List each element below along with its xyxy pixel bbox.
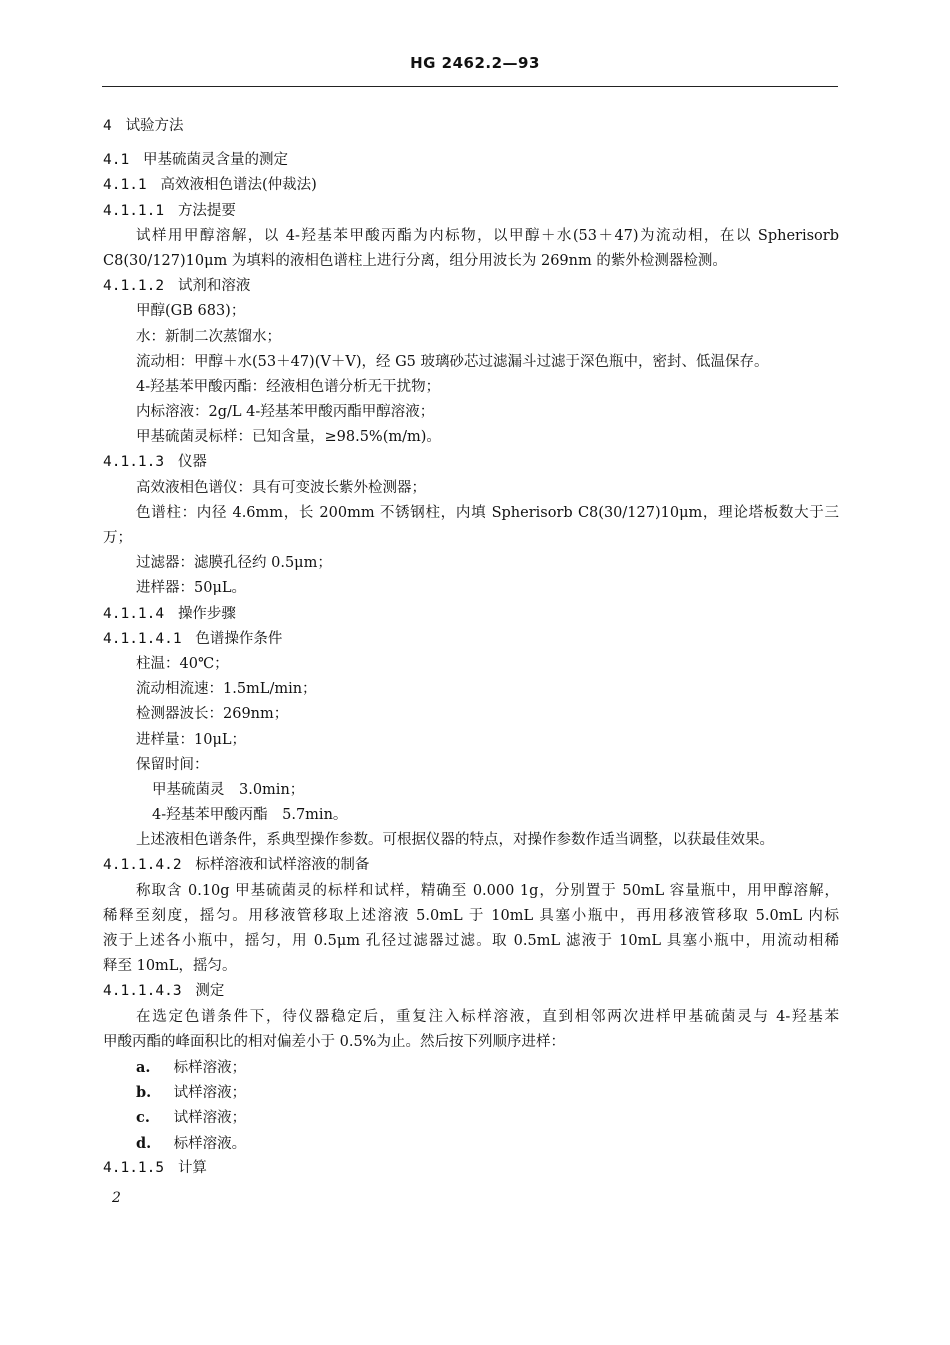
sequence-text: 标样溶液。 [173, 1135, 247, 1152]
section-title: 试验方法 [125, 118, 184, 134]
heading-number: 4.1.1.3 [103, 454, 165, 471]
sequence-text: 试样溶液； [173, 1085, 247, 1102]
heading-number: 4.1.1.1 [103, 202, 165, 219]
heading-title: 计算 [177, 1159, 207, 1176]
heading-title: 高效液相色谱法(仲裁法) [160, 177, 317, 194]
heading-4-1-1-4-3 [103, 979, 839, 1004]
sequence-text: 试样溶液； [173, 1110, 247, 1127]
reagent-item: 水：新制二次蒸馏水； [136, 328, 281, 345]
reagent-item: 流动相：甲醇＋水(53＋47)(V＋V)，经 G5 玻璃砂芯过滤漏斗过滤于深色瓶中，密封、低温保存。 [136, 353, 769, 370]
sequence-label: a. [136, 1058, 151, 1076]
heading-4-1-1-1 [103, 199, 839, 224]
retention-item: 甲基硫菌灵 3.0min； [152, 781, 305, 798]
prep-line-2: 稀释至刻度，摇匀。用移液管移取上述溶液 5.0mL 于 10mL 具塞小瓶中，再用移液管移取 5.0mL 内标 [103, 907, 839, 924]
conditions-note: 上述液相色谱条件，系典型操作参数。可根据仪器的特点，对操作参数作适当调整，以获最佳效果。 [136, 832, 774, 849]
heading-number: 4.1.1.2 [103, 278, 165, 295]
section-number: 4 [103, 118, 112, 134]
heading-title: 甲基硫菌灵含量的测定 [143, 152, 289, 169]
condition-item: 检测器波长：269nm； [136, 706, 289, 723]
prep-line-1: 称取含 0.10g 甲基硫菌灵的标样和试样，精确至 0.000 1g，分别置于 50mL 容量瓶中，用甲醇溶解， [136, 882, 839, 899]
instrument-column-line-1: 色谱柱：内径 4.6mm，长 200mm 不锈钢柱，内填 Spherisorb C8(30/127)10μm，理论塔板数大于三 [136, 504, 839, 521]
reagent-item: 4-羟基苯甲酸丙酯：经液相色谱分析无干扰物； [136, 378, 441, 395]
sequence-item [103, 1080, 839, 1105]
heading-title: 试剂和溶液 [177, 278, 251, 295]
prep-line-4: 释至 10mL，摇匀。 [103, 958, 237, 975]
heading-title: 色谱操作条件 [195, 630, 283, 647]
heading-4-1-1-3 [103, 450, 839, 475]
page-number: 2 [112, 1190, 121, 1206]
condition-item: 流动相流速：1.5mL/min； [136, 681, 317, 698]
heading-number: 4.1.1 [103, 177, 147, 194]
heading-4-1-1-4 [103, 602, 839, 627]
sequence-text: 标样溶液； [173, 1059, 247, 1076]
section-heading [103, 114, 839, 139]
reagent-item: 甲基硫菌灵标样：已知含量，≥98.5%(m/m)。 [136, 429, 441, 446]
sequence-item [103, 1131, 839, 1156]
principle-line-1: 试样用甲醇溶解，以 4-羟基苯甲酸丙酯为内标物，以甲醇＋水(53＋47)为流动相，在以 Spherisorb [136, 227, 839, 244]
heading-4-1-1-2 [103, 274, 839, 299]
standard-code-header: HG 2462.2—93 [410, 54, 540, 72]
heading-title: 仪器 [177, 454, 207, 471]
heading-number: 4.1.1.4.3 [103, 983, 182, 1000]
heading-title: 标样溶液和试样溶液的制备 [195, 857, 370, 874]
heading-4-1-1 [103, 173, 839, 198]
sequence-item [103, 1055, 839, 1080]
heading-4-1-1-5 [103, 1156, 839, 1181]
instrument-injector: 进样器：50μL。 [136, 580, 247, 597]
reagent-item: 内标溶液：2g/L 4-羟基苯甲酸丙酯甲醇溶液； [136, 404, 435, 421]
heading-number: 4.1.1.4 [103, 605, 165, 622]
heading-number: 4.1.1.4.1 [103, 630, 182, 647]
sequence-label: d. [136, 1134, 152, 1152]
sequence-label: b. [136, 1084, 152, 1102]
header-rule [102, 86, 838, 87]
condition-item: 柱温：40℃； [136, 655, 229, 672]
principle-line-2: C8(30/127)10μm 为填料的液相色谱柱上进行分离，组分用波长为 269nm 的紫外检测器检测。 [103, 252, 727, 269]
heading-number: 4.1.1.5 [103, 1159, 165, 1176]
sequence-label: c. [136, 1109, 150, 1127]
measure-line-1: 在选定色谱条件下，待仪器稳定后，重复注入标样溶液，直到相邻两次进样甲基硫菌灵与 4-羟基苯 [136, 1008, 839, 1025]
measure-line-2: 甲酸丙酯的峰面积比的相对偏差小于 0.5%为止。然后按下列顺序进样： [103, 1033, 565, 1050]
heading-number: 4.1.1.4.2 [103, 857, 182, 874]
instrument-filter: 过滤器：滤膜孔径约 0.5μm； [136, 555, 332, 572]
retention-item: 4-羟基苯甲酸丙酯 5.7min。 [152, 807, 348, 824]
heading-4-1-1-4-1 [103, 627, 839, 652]
prep-line-3: 液于上述各小瓶中，摇匀，用 0.5μm 孔径过滤器过滤。取 0.5mL 滤液于 10mL 具塞小瓶中，用流动相稀 [103, 933, 839, 949]
heading-number: 4.1 [103, 152, 130, 169]
sequence-item [103, 1105, 839, 1130]
instrument-column-line-2: 万； [103, 530, 132, 546]
reagent-item: 甲醇(GB 683)； [136, 303, 246, 320]
heading-4-1-1-4-2 [103, 853, 839, 878]
condition-item: 进样量：10μL； [136, 731, 247, 748]
heading-title: 测定 [195, 983, 225, 1000]
condition-item: 保留时间： [136, 756, 209, 773]
heading-4-1 [103, 148, 839, 173]
heading-title: 操作步骤 [177, 605, 236, 622]
heading-title: 方法提要 [177, 202, 236, 219]
document-body [103, 116, 839, 1181]
instrument-hplc: 高效液相色谱仪：具有可变波长紫外检测器； [136, 479, 426, 496]
